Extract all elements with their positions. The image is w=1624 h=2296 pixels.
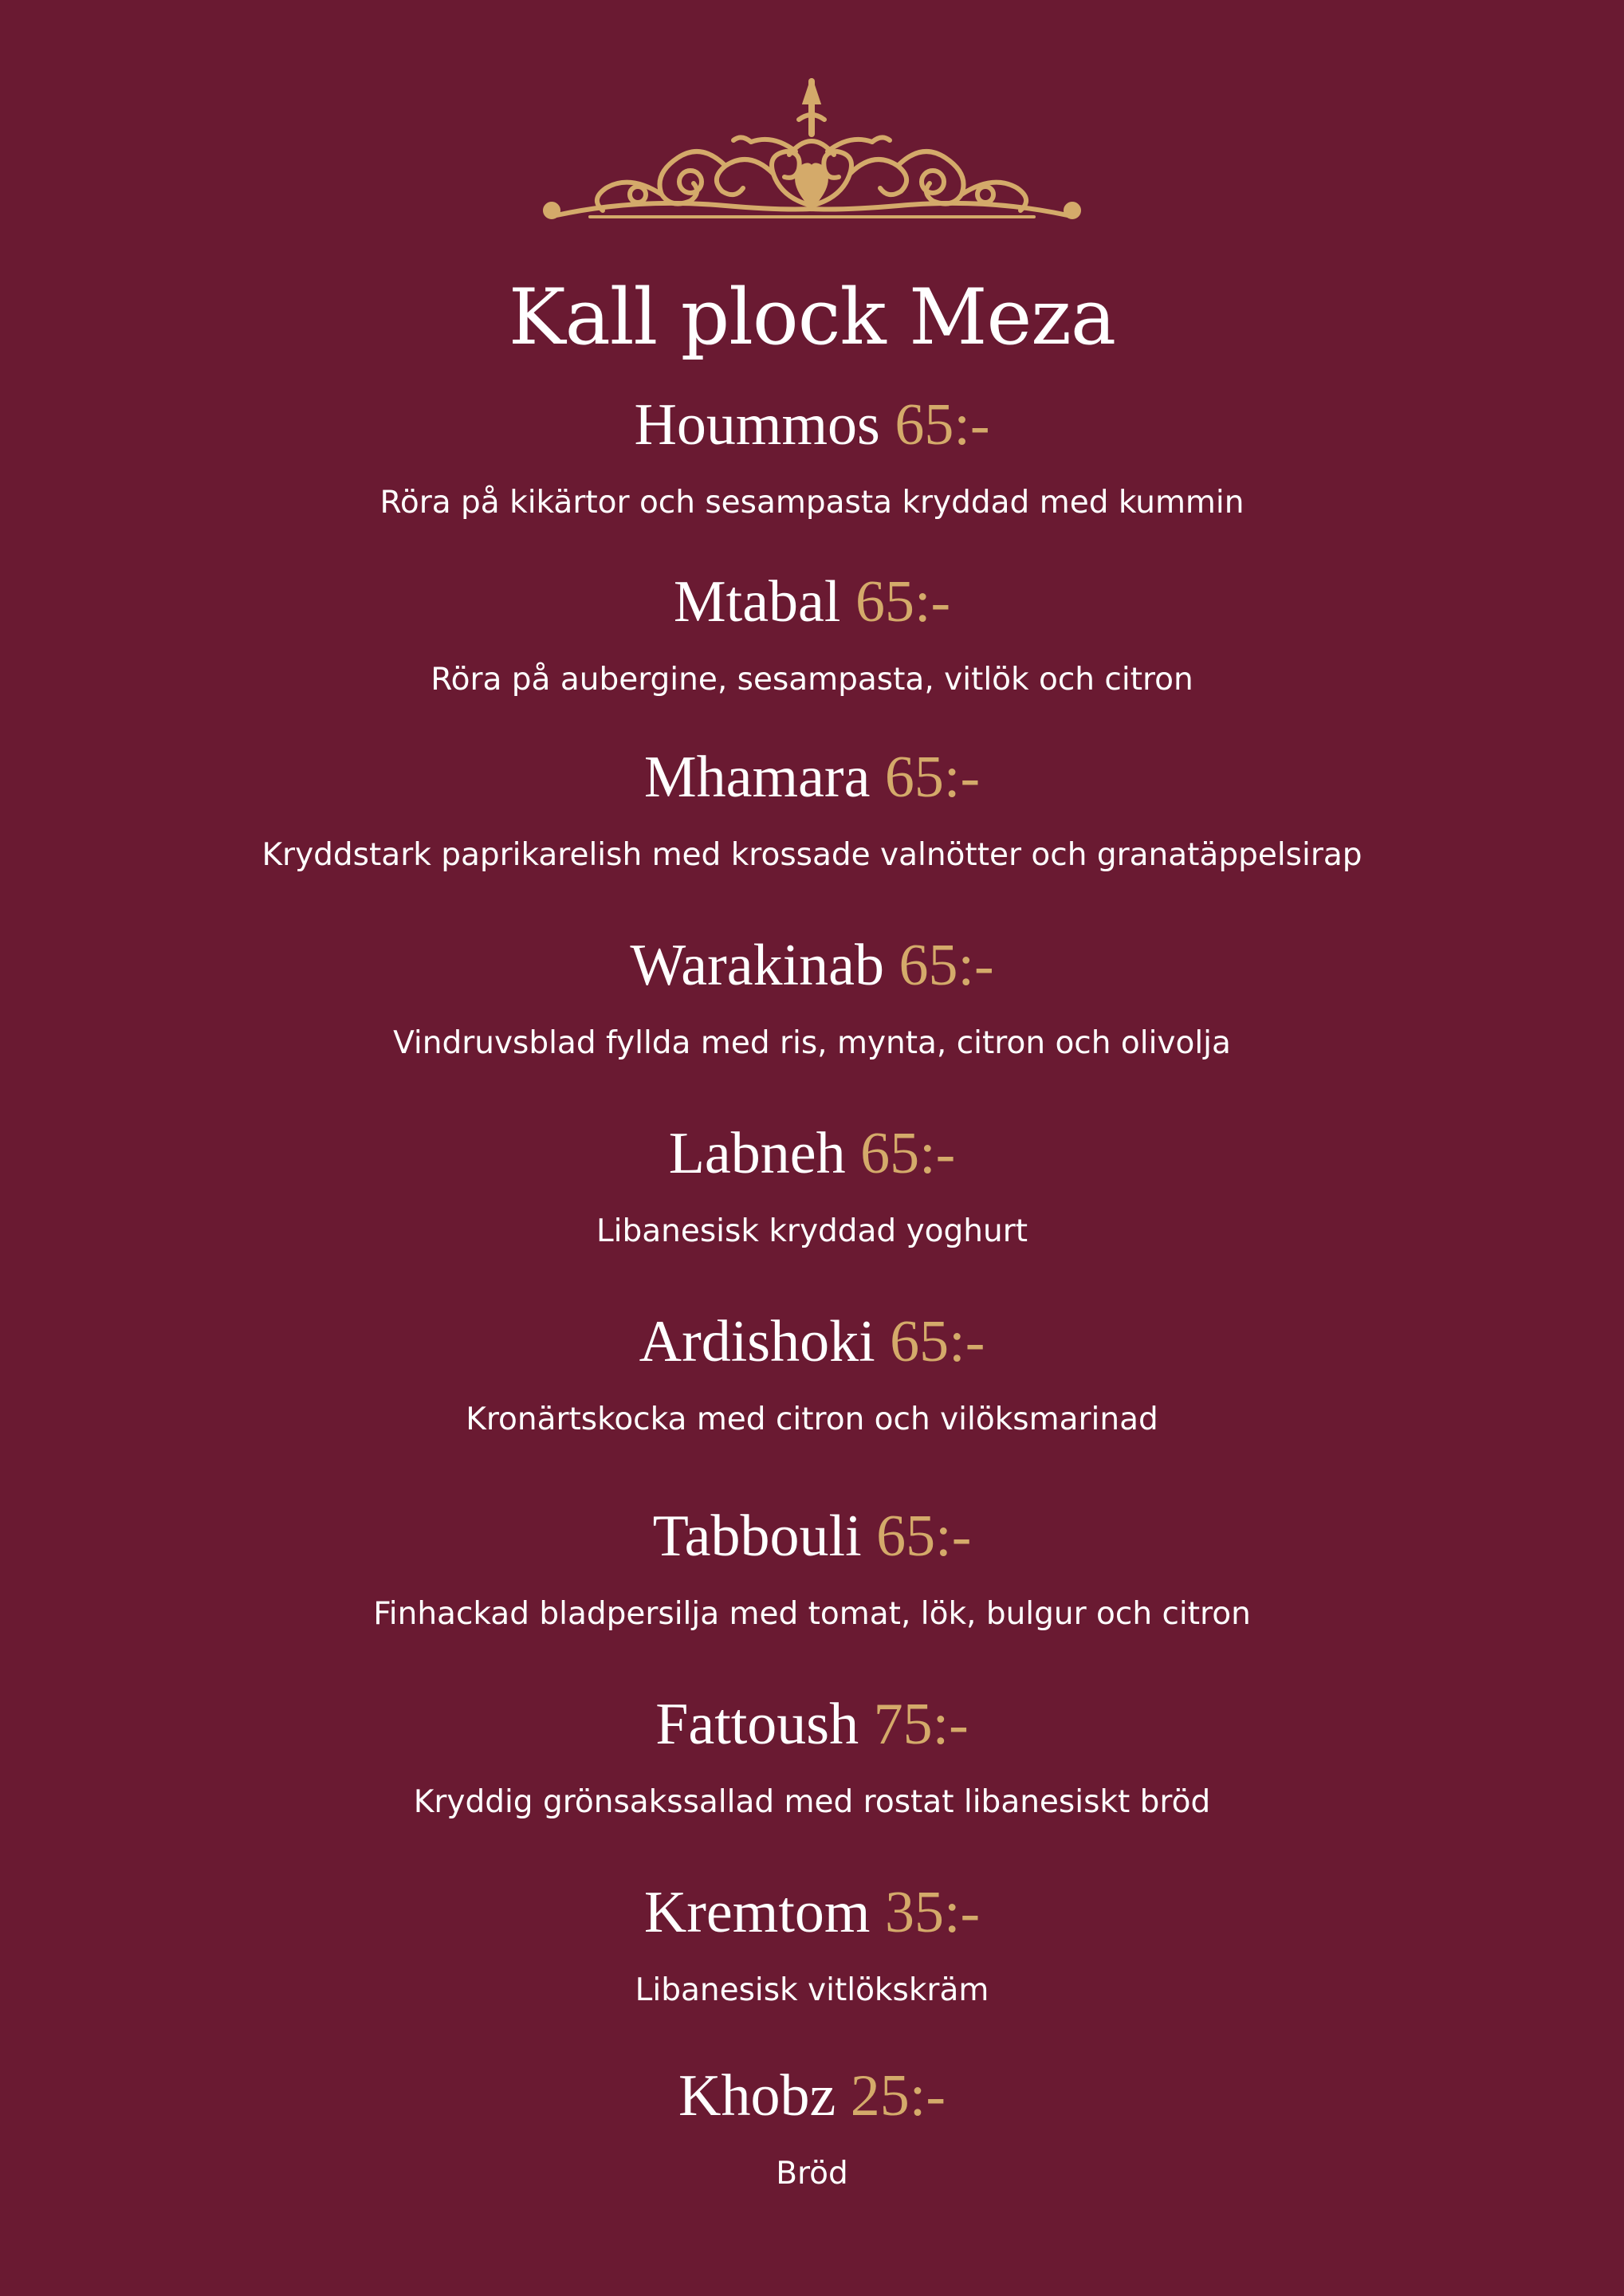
- item-description: Kryddig grönsakssallad med rostat libanesiskt bröd: [413, 1784, 1211, 1820]
- item-header: [0, 741, 1624, 813]
- item-header: [0, 1500, 1624, 1572]
- item-price: 75:-: [873, 1692, 969, 1757]
- menu-item-khobz: [0, 2060, 1624, 2194]
- item-price: 65:-: [895, 392, 990, 458]
- gold-filigree-ornament-icon: [542, 78, 1082, 222]
- item-header: [0, 1306, 1624, 1378]
- item-description: Bröd: [776, 2156, 848, 2192]
- item-header: [0, 1877, 1624, 1948]
- item-name: Ardishoki: [639, 1309, 875, 1374]
- item-price: 65:-: [884, 745, 981, 810]
- menu-item-fattoush: [0, 1689, 1624, 1822]
- item-price: 65:-: [899, 933, 994, 998]
- menu-item-mhamara: [0, 741, 1624, 875]
- item-description: Röra på kikärtor och sesampasta kryddad med kummin: [379, 485, 1245, 521]
- item-name: Hoummos: [634, 392, 880, 458]
- item-name: Kremtom: [643, 1880, 871, 1945]
- item-price: 65:-: [890, 1309, 985, 1374]
- menu-item-tabbouli: [0, 1500, 1624, 1634]
- item-description: Finhackad bladpersilja med tomat, lök, bulgur och citron: [373, 1596, 1251, 1632]
- item-header: [0, 1118, 1624, 1189]
- item-name: Khobz: [678, 2063, 836, 2129]
- item-header: [0, 566, 1624, 638]
- menu-title: Kall plock Meza: [508, 273, 1116, 362]
- item-name: Mhamara: [643, 745, 871, 810]
- menu-item-mtabal: [0, 566, 1624, 700]
- menu-item-hoummos: [0, 389, 1624, 523]
- item-price: 25:-: [850, 2063, 946, 2129]
- item-description: Libanesisk kryddad yoghurt: [596, 1213, 1028, 1249]
- item-name: Warakinab: [630, 933, 884, 998]
- item-header: [0, 930, 1624, 1001]
- item-price: 65:-: [876, 1504, 972, 1569]
- item-price: 65:-: [860, 1121, 956, 1186]
- item-description: Vindruvsblad fyllda med ris, mynta, citron och olivolja: [393, 1025, 1231, 1061]
- item-header: [0, 1689, 1624, 1760]
- item-header: [0, 389, 1624, 461]
- item-name: Tabbouli: [652, 1504, 862, 1569]
- item-name: Fattoush: [655, 1692, 859, 1757]
- item-description: Kronärtskocka med citron och vilöksmarinad: [466, 1402, 1158, 1437]
- menu-item-ardishoki: [0, 1306, 1624, 1440]
- item-price: 65:-: [855, 569, 951, 635]
- item-description: Röra på aubergine, sesampasta, vitlök och citron: [431, 662, 1193, 698]
- item-name: Labneh: [668, 1121, 846, 1186]
- menu-item-kremtom: [0, 1877, 1624, 2011]
- item-header: [0, 2060, 1624, 2132]
- menu-item-warakinab: [0, 930, 1624, 1063]
- item-description: Libanesisk vitlökskräm: [635, 1972, 989, 2008]
- item-description: Kryddstark paprikarelish med krossade valnötter och granatäppelsirap: [261, 837, 1363, 873]
- item-price: 35:-: [884, 1880, 981, 1945]
- item-name: Mtabal: [673, 569, 841, 635]
- menu-item-labneh: [0, 1118, 1624, 1252]
